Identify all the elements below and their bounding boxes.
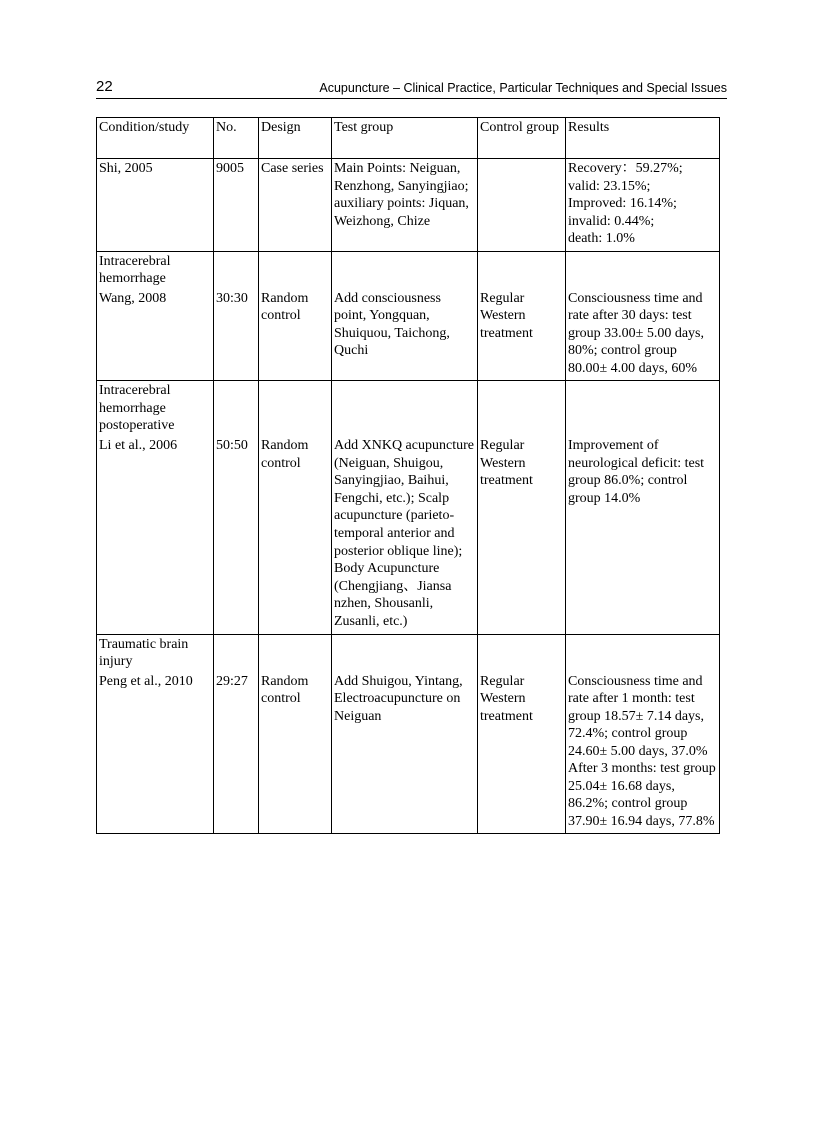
number-cell: 9005 xyxy=(214,159,259,252)
column-header-control-group: Control group xyxy=(478,118,566,159)
condition-study-cell xyxy=(97,159,214,252)
results-line: Recovery：59.27%; xyxy=(568,161,683,176)
design-value: Random control xyxy=(261,290,309,324)
results-value: After 3 months: test group 25.04± 16.68 days, 86.2%; control group 37.90± 16.94 days, 77.8% xyxy=(568,761,716,829)
table-row xyxy=(97,634,720,834)
control-group-cell xyxy=(478,381,566,635)
study-citation: Li et al., 2006 xyxy=(99,437,178,453)
results-cell xyxy=(566,251,720,381)
control-group-cell xyxy=(478,251,566,381)
results-line: invalid: 0.44%; xyxy=(568,213,655,229)
results-cell xyxy=(566,159,720,252)
condition-study-cell xyxy=(97,251,214,381)
condition-study-cell xyxy=(97,634,214,834)
number-value: 50:50 xyxy=(216,438,248,453)
design-value: Random control xyxy=(261,673,309,707)
results-line: valid: 23.15%; xyxy=(568,178,651,194)
number-cell xyxy=(214,381,259,635)
test-group-cell xyxy=(332,381,478,635)
results-cell xyxy=(566,381,720,635)
column-header-results: Results xyxy=(566,118,720,159)
number-value: 29:27 xyxy=(216,673,248,689)
design-cell: Case series xyxy=(259,159,332,252)
control-group-value: Regular Western treatment xyxy=(480,290,533,341)
study-citation: Shi, 2005 xyxy=(99,161,153,176)
number-cell xyxy=(214,251,259,381)
condition-study-cell xyxy=(97,381,214,635)
test-group-value: Add consciousness point, Yongquan, Shuiquou, Taichong, Quchi xyxy=(334,290,450,359)
number-cell xyxy=(214,634,259,834)
condition-label: Traumatic brain injury xyxy=(99,636,189,670)
table-row xyxy=(97,381,720,635)
column-header-test-group: Test group xyxy=(332,118,478,159)
design-cell xyxy=(259,251,332,381)
book-title: Acupuncture – Clinical Practice, Particular Techniques and Special Issues xyxy=(319,81,727,95)
test-group-cell xyxy=(332,251,478,381)
results-value: Improvement of neurological deficit: test group 86.0%; control group 14.0% xyxy=(568,438,705,506)
column-header-number: No. xyxy=(214,118,259,159)
test-group-cell xyxy=(332,634,478,834)
study-citation: Peng et al., 2010 xyxy=(99,673,193,689)
results-line: Improved: 16.14%; xyxy=(568,196,677,211)
results-cell xyxy=(566,634,720,834)
control-group-value: Regular Western treatment xyxy=(480,673,533,724)
table-header-row xyxy=(97,118,720,159)
number-value: 30:30 xyxy=(216,290,248,306)
study-citation: Wang, 2008 xyxy=(99,290,167,306)
design-cell xyxy=(259,634,332,834)
results-value: Consciousness time and rate after 30 days: test group 33.00± 5.00 days, 80%; control group 80.00± 4.00 days, 60% xyxy=(568,290,705,376)
condition-label: Intracerebral hemorrhage xyxy=(99,253,171,287)
design-value: Random control xyxy=(261,438,309,471)
condition-label: Intracerebral hemorrhage postoperative xyxy=(99,383,175,434)
test-group-value: Add XNKQ acupuncture (Neiguan, Shuigou, Sanyingjiao, Baihui, Fengchi, etc.); Scalp acupuncture (parieto-temporal anterior and posterior oblique line); Body Acupuncture (Chengjiang、Jiansa nzhen, Shousanli, Zusanli, etc.) xyxy=(334,438,474,629)
results-value: Consciousness time and rate after 1 month: test group 18.57± 7.14 days, 72.4%; control group 24.60± 5.00 days, 37.0% xyxy=(568,673,708,759)
page-number: 22 xyxy=(96,78,113,95)
column-header-design: Design xyxy=(259,118,332,159)
results-line: death: 1.0% xyxy=(568,231,635,246)
table-row xyxy=(97,251,720,381)
control-group-cell xyxy=(478,159,566,252)
design-cell xyxy=(259,381,332,635)
clinical-studies-table xyxy=(96,117,720,834)
column-header-condition-study: Condition/study xyxy=(97,118,214,159)
control-group-cell xyxy=(478,634,566,834)
control-group-value: Regular Western treatment xyxy=(480,438,533,489)
table-row xyxy=(97,159,720,252)
running-head xyxy=(96,78,727,99)
test-group-cell: Main Points: Neiguan, Renzhong, Sanyingjiao; auxiliary points: Jiquan, Weizhong, Chize xyxy=(332,159,478,252)
test-group-value: Add Shuigou, Yintang, Electroacupuncture on Neiguan xyxy=(334,673,463,724)
